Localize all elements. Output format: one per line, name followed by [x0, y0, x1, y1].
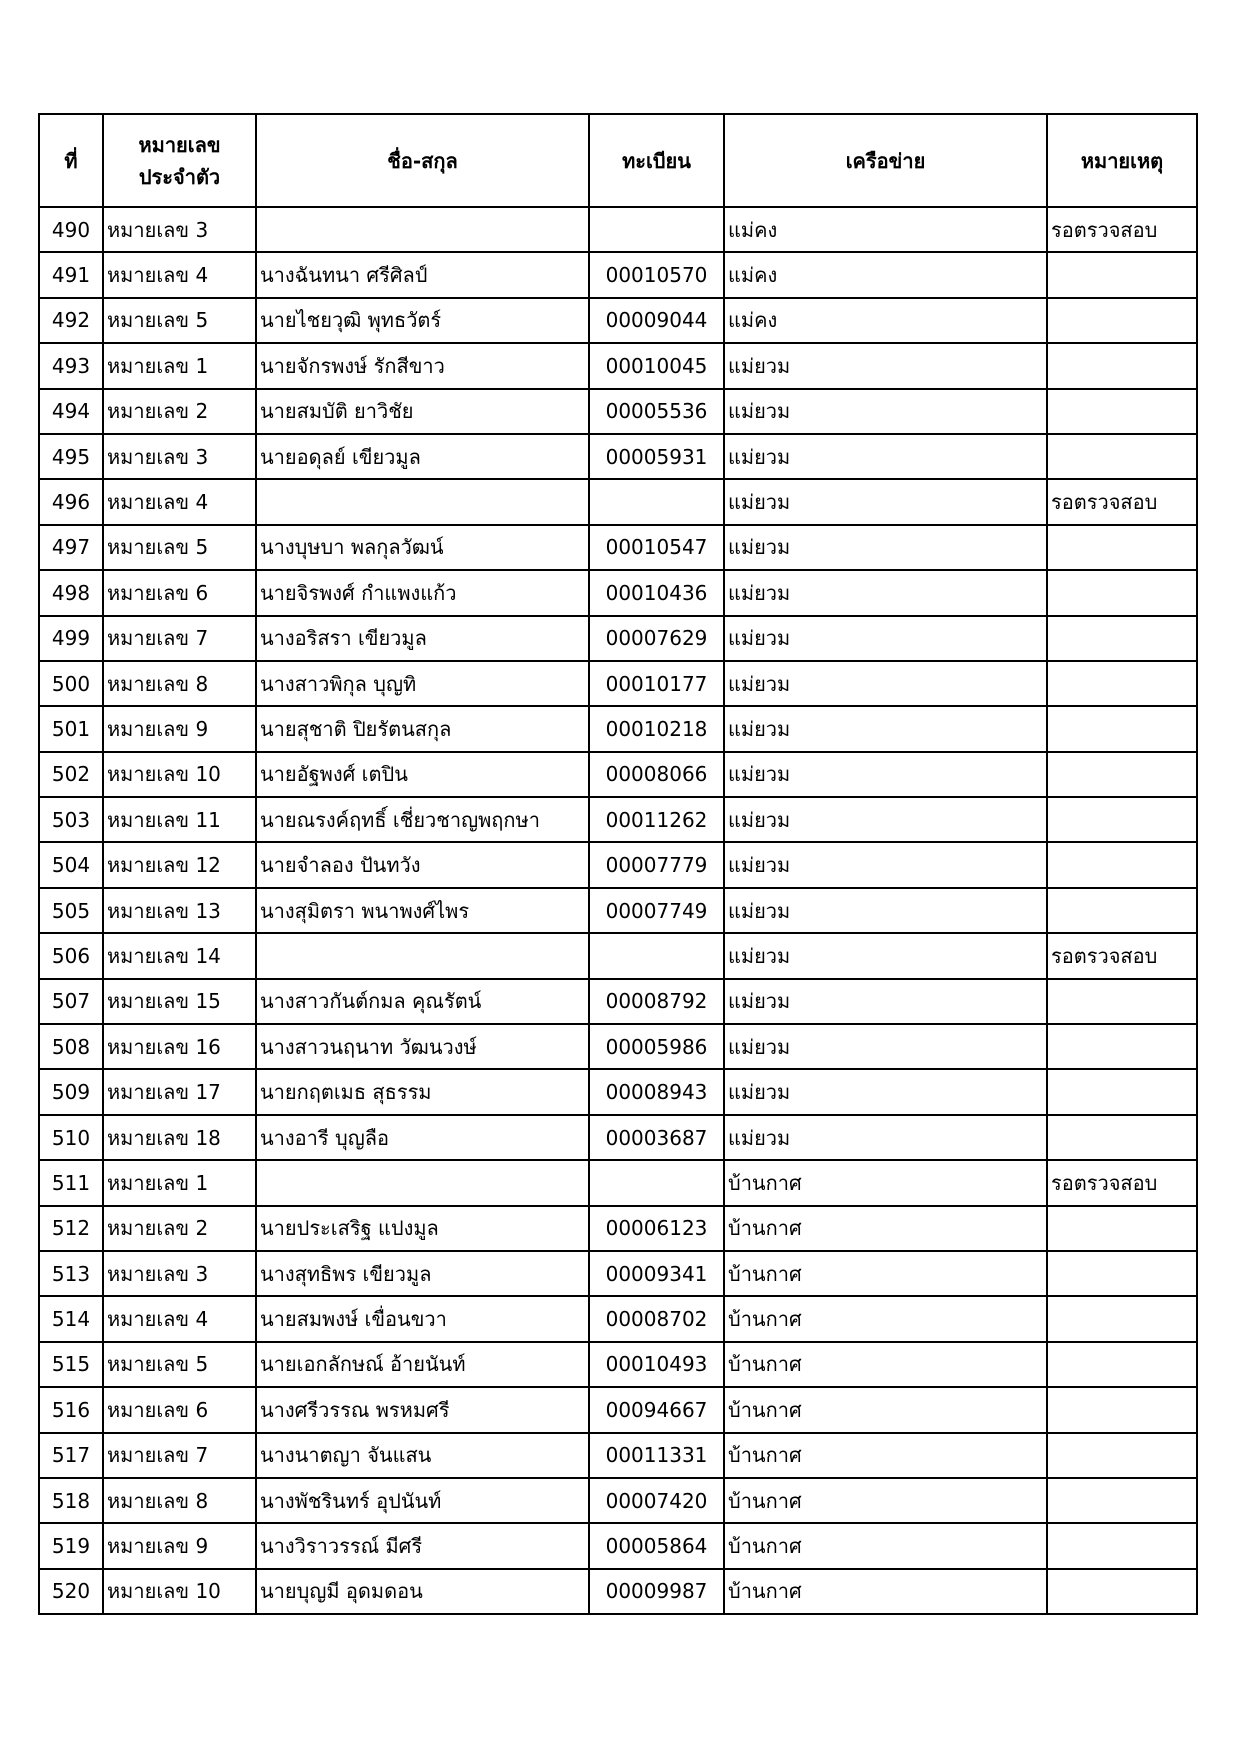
- cell-registration: 00005931: [589, 434, 724, 479]
- cell-network: แม่ยวม: [724, 479, 1047, 524]
- member-table: [38, 113, 1198, 1615]
- cell-no: 512: [39, 1206, 103, 1251]
- table-row: [39, 343, 1197, 388]
- cell-no: 490: [39, 207, 103, 252]
- cell-no: 519: [39, 1523, 103, 1568]
- cell-no: 520: [39, 1569, 103, 1614]
- cell-registration: [589, 1160, 724, 1205]
- table-row: [39, 1342, 1197, 1387]
- cell-id: หมายเลข 3: [103, 434, 256, 479]
- cell-remark: [1047, 1478, 1197, 1523]
- cell-id: หมายเลข 3: [103, 1251, 256, 1296]
- cell-registration: 00010547: [589, 525, 724, 570]
- cell-network: บ้านกาศ: [724, 1342, 1047, 1387]
- header-name: ชื่อ-สกุล: [256, 114, 589, 207]
- table-row: [39, 661, 1197, 706]
- cell-name: นายณรงค์ฤทธิ์ เชี่ยวชาญพฤกษา: [256, 797, 589, 842]
- table-header-row: [39, 114, 1197, 207]
- cell-remark: [1047, 797, 1197, 842]
- cell-remark: [1047, 888, 1197, 933]
- cell-network: แม่ยวม: [724, 842, 1047, 887]
- cell-id: หมายเลข 10: [103, 1569, 256, 1614]
- cell-registration: 00011331: [589, 1433, 724, 1478]
- cell-name: นางนาตญา จันแสน: [256, 1433, 589, 1478]
- cell-name: [256, 479, 589, 524]
- cell-name: นางพัชรินทร์ อุปนันท์: [256, 1478, 589, 1523]
- cell-remark: [1047, 1251, 1197, 1296]
- cell-name: นายกฤตเมธ สุธรรม: [256, 1069, 589, 1114]
- cell-remark: [1047, 389, 1197, 434]
- cell-remark: [1047, 434, 1197, 479]
- cell-remark: รอตรวจสอบ: [1047, 1160, 1197, 1205]
- cell-network: แม่ยวม: [724, 1024, 1047, 1069]
- cell-registration: 00010177: [589, 661, 724, 706]
- cell-registration: 00007749: [589, 888, 724, 933]
- cell-network: บ้านกาศ: [724, 1160, 1047, 1205]
- table-row: [39, 1387, 1197, 1432]
- table-row: [39, 207, 1197, 252]
- cell-registration: 00007629: [589, 616, 724, 661]
- cell-network: แม่ยวม: [724, 434, 1047, 479]
- cell-name: นายสมบัติ ยาวิชัย: [256, 389, 589, 434]
- cell-registration: 00005864: [589, 1523, 724, 1568]
- table-row: [39, 298, 1197, 343]
- cell-id: หมายเลข 3: [103, 207, 256, 252]
- table-row: [39, 1433, 1197, 1478]
- cell-name: นายประเสริฐ แปงมูล: [256, 1206, 589, 1251]
- cell-id: หมายเลข 4: [103, 479, 256, 524]
- cell-remark: [1047, 1206, 1197, 1251]
- table-row: [39, 479, 1197, 524]
- cell-remark: รอตรวจสอบ: [1047, 207, 1197, 252]
- cell-network: บ้านกาศ: [724, 1206, 1047, 1251]
- header-id-line2: ประจำตัว: [138, 164, 221, 189]
- cell-network: แม่ยวม: [724, 616, 1047, 661]
- table-row: [39, 888, 1197, 933]
- cell-registration: 00006123: [589, 1206, 724, 1251]
- cell-no: 518: [39, 1478, 103, 1523]
- table-row: [39, 979, 1197, 1024]
- cell-remark: [1047, 1069, 1197, 1114]
- cell-id: หมายเลข 7: [103, 616, 256, 661]
- cell-network: แม่ยวม: [724, 525, 1047, 570]
- cell-id: หมายเลข 9: [103, 1523, 256, 1568]
- cell-remark: [1047, 1387, 1197, 1432]
- table-row: [39, 1024, 1197, 1069]
- cell-network: แม่ยวม: [724, 979, 1047, 1024]
- cell-no: 511: [39, 1160, 103, 1205]
- cell-no: 513: [39, 1251, 103, 1296]
- cell-id: หมายเลข 6: [103, 570, 256, 615]
- cell-no: 500: [39, 661, 103, 706]
- header-id: [103, 114, 256, 207]
- cell-remark: [1047, 570, 1197, 615]
- cell-id: หมายเลข 13: [103, 888, 256, 933]
- header-no: ที่: [39, 114, 103, 207]
- cell-no: 515: [39, 1342, 103, 1387]
- cell-id: หมายเลข 5: [103, 1342, 256, 1387]
- cell-no: 503: [39, 797, 103, 842]
- cell-name: นายเอกลักษณ์ อ้ายนันท์: [256, 1342, 589, 1387]
- header-remark: หมายเหตุ: [1047, 114, 1197, 207]
- cell-no: 499: [39, 616, 103, 661]
- cell-id: หมายเลข 17: [103, 1069, 256, 1114]
- cell-id: หมายเลข 5: [103, 298, 256, 343]
- cell-remark: [1047, 1569, 1197, 1614]
- table-row: [39, 842, 1197, 887]
- cell-remark: [1047, 343, 1197, 388]
- cell-id: หมายเลข 1: [103, 343, 256, 388]
- cell-id: หมายเลข 2: [103, 389, 256, 434]
- cell-name: นางสาวนฤนาท วัฒนวงษ์: [256, 1024, 589, 1069]
- cell-id: หมายเลข 11: [103, 797, 256, 842]
- cell-remark: [1047, 1433, 1197, 1478]
- cell-id: หมายเลข 4: [103, 252, 256, 297]
- cell-no: 498: [39, 570, 103, 615]
- cell-name: นางสาวกันต์กมล คุณรัตน์: [256, 979, 589, 1024]
- cell-id: หมายเลข 7: [103, 1433, 256, 1478]
- cell-registration: 00003687: [589, 1115, 724, 1160]
- cell-registration: 00094667: [589, 1387, 724, 1432]
- cell-network: แม่คง: [724, 252, 1047, 297]
- cell-remark: รอตรวจสอบ: [1047, 479, 1197, 524]
- cell-registration: 00008792: [589, 979, 724, 1024]
- cell-network: บ้านกาศ: [724, 1478, 1047, 1523]
- cell-registration: [589, 933, 724, 978]
- cell-network: แม่ยวม: [724, 797, 1047, 842]
- cell-network: บ้านกาศ: [724, 1523, 1047, 1568]
- cell-id: หมายเลข 4: [103, 1296, 256, 1341]
- table-row: [39, 1206, 1197, 1251]
- cell-remark: [1047, 1115, 1197, 1160]
- cell-name: นางอารี บุญลือ: [256, 1115, 589, 1160]
- cell-network: บ้านกาศ: [724, 1296, 1047, 1341]
- header-registration: ทะเบียน: [589, 114, 724, 207]
- cell-no: 494: [39, 389, 103, 434]
- cell-id: หมายเลข 14: [103, 933, 256, 978]
- cell-id: หมายเลข 12: [103, 842, 256, 887]
- cell-id: หมายเลข 2: [103, 1206, 256, 1251]
- table-row: [39, 389, 1197, 434]
- cell-no: 505: [39, 888, 103, 933]
- table-row: [39, 616, 1197, 661]
- cell-no: 517: [39, 1433, 103, 1478]
- cell-network: บ้านกาศ: [724, 1433, 1047, 1478]
- table-row: [39, 933, 1197, 978]
- cell-network: แม่ยวม: [724, 343, 1047, 388]
- cell-no: 495: [39, 434, 103, 479]
- cell-network: แม่ยวม: [724, 1115, 1047, 1160]
- cell-name: นางสาวพิกุล บุญทิ: [256, 661, 589, 706]
- cell-name: นายไชยวุฒิ พุทธวัตร์: [256, 298, 589, 343]
- cell-registration: 00007420: [589, 1478, 724, 1523]
- cell-no: 501: [39, 706, 103, 751]
- cell-remark: [1047, 661, 1197, 706]
- cell-no: 506: [39, 933, 103, 978]
- cell-registration: 00009987: [589, 1569, 724, 1614]
- cell-remark: [1047, 979, 1197, 1024]
- cell-network: แม่ยวม: [724, 888, 1047, 933]
- cell-name: [256, 933, 589, 978]
- table-row: [39, 1115, 1197, 1160]
- cell-registration: 00007779: [589, 842, 724, 887]
- cell-registration: 00008066: [589, 752, 724, 797]
- cell-remark: [1047, 252, 1197, 297]
- cell-remark: [1047, 1296, 1197, 1341]
- cell-remark: [1047, 1523, 1197, 1568]
- cell-id: หมายเลข 15: [103, 979, 256, 1024]
- cell-id: หมายเลข 10: [103, 752, 256, 797]
- cell-name: นายสมพงษ์ เขื่อนขวา: [256, 1296, 589, 1341]
- cell-name: นายอัฐพงศ์ เตปิน: [256, 752, 589, 797]
- cell-no: 492: [39, 298, 103, 343]
- cell-name: [256, 207, 589, 252]
- cell-registration: 00011262: [589, 797, 724, 842]
- cell-remark: [1047, 706, 1197, 751]
- header-network: เครือข่าย: [724, 114, 1047, 207]
- cell-id: หมายเลข 8: [103, 1478, 256, 1523]
- cell-no: 496: [39, 479, 103, 524]
- cell-name: [256, 1160, 589, 1205]
- cell-remark: [1047, 752, 1197, 797]
- cell-no: 509: [39, 1069, 103, 1114]
- cell-name: นางบุษบา พลกุลวัฒน์: [256, 525, 589, 570]
- cell-registration: [589, 479, 724, 524]
- cell-registration: 00010436: [589, 570, 724, 615]
- cell-registration: 00010493: [589, 1342, 724, 1387]
- cell-id: หมายเลข 8: [103, 661, 256, 706]
- cell-network: บ้านกาศ: [724, 1251, 1047, 1296]
- cell-name: นายจำลอง ปันทวัง: [256, 842, 589, 887]
- cell-network: แม่คง: [724, 298, 1047, 343]
- cell-remark: [1047, 1024, 1197, 1069]
- cell-network: บ้านกาศ: [724, 1387, 1047, 1432]
- cell-no: 507: [39, 979, 103, 1024]
- cell-no: 497: [39, 525, 103, 570]
- cell-registration: 00008943: [589, 1069, 724, 1114]
- cell-name: นายบุญมี อุดมดอน: [256, 1569, 589, 1614]
- table-row: [39, 1069, 1197, 1114]
- cell-name: นางฉันทนา ศรีศิลป์: [256, 252, 589, 297]
- table-body: [39, 207, 1197, 1614]
- cell-name: นายสุชาติ ปิยรัตนสกุล: [256, 706, 589, 751]
- cell-no: 491: [39, 252, 103, 297]
- table-row: [39, 706, 1197, 751]
- header-id-line1: หมายเลข: [138, 132, 221, 157]
- cell-name: นางสุมิตรา พนาพงศ์ไพร: [256, 888, 589, 933]
- cell-name: นายจิรพงศ์ กำแพงแก้ว: [256, 570, 589, 615]
- cell-id: หมายเลข 1: [103, 1160, 256, 1205]
- cell-id: หมายเลข 6: [103, 1387, 256, 1432]
- cell-remark: [1047, 298, 1197, 343]
- cell-name: นางวิราวรรณ์ มีศรี: [256, 1523, 589, 1568]
- cell-no: 504: [39, 842, 103, 887]
- cell-no: 516: [39, 1387, 103, 1432]
- cell-name: นายจักรพงษ์ รักสีขาว: [256, 343, 589, 388]
- cell-network: บ้านกาศ: [724, 1569, 1047, 1614]
- table-row: [39, 1478, 1197, 1523]
- table-row: [39, 252, 1197, 297]
- cell-remark: รอตรวจสอบ: [1047, 933, 1197, 978]
- table-row: [39, 1296, 1197, 1341]
- cell-network: แม่ยวม: [724, 933, 1047, 978]
- cell-id: หมายเลข 16: [103, 1024, 256, 1069]
- cell-network: แม่ยวม: [724, 570, 1047, 615]
- table-row: [39, 570, 1197, 615]
- cell-name: นางศรีวรรณ พรหมศรี: [256, 1387, 589, 1432]
- cell-registration: 00005536: [589, 389, 724, 434]
- cell-id: หมายเลข 5: [103, 525, 256, 570]
- cell-registration: 00009044: [589, 298, 724, 343]
- table-row: [39, 1160, 1197, 1205]
- cell-remark: [1047, 616, 1197, 661]
- table-row: [39, 434, 1197, 479]
- cell-remark: [1047, 842, 1197, 887]
- cell-registration: 00010570: [589, 252, 724, 297]
- cell-network: แม่ยวม: [724, 661, 1047, 706]
- table-row: [39, 525, 1197, 570]
- cell-registration: 00005986: [589, 1024, 724, 1069]
- cell-network: แม่ยวม: [724, 752, 1047, 797]
- cell-registration: 00009341: [589, 1251, 724, 1296]
- cell-remark: [1047, 1342, 1197, 1387]
- cell-id: หมายเลข 9: [103, 706, 256, 751]
- cell-no: 510: [39, 1115, 103, 1160]
- cell-network: แม่ยวม: [724, 1069, 1047, 1114]
- cell-registration: 00010218: [589, 706, 724, 751]
- cell-name: นางสุทธิพร เขียวมูล: [256, 1251, 589, 1296]
- cell-no: 502: [39, 752, 103, 797]
- cell-name: นางอริสรา เขียวมูล: [256, 616, 589, 661]
- cell-no: 514: [39, 1296, 103, 1341]
- cell-network: แม่ยวม: [724, 389, 1047, 434]
- cell-network: แม่ยวม: [724, 706, 1047, 751]
- cell-no: 508: [39, 1024, 103, 1069]
- table-row: [39, 1569, 1197, 1614]
- cell-registration: 00008702: [589, 1296, 724, 1341]
- table-row: [39, 752, 1197, 797]
- table-row: [39, 1523, 1197, 1568]
- cell-network: แม่คง: [724, 207, 1047, 252]
- table-row: [39, 1251, 1197, 1296]
- table-row: [39, 797, 1197, 842]
- cell-name: นายอดุลย์ เขียวมูล: [256, 434, 589, 479]
- cell-registration: [589, 207, 724, 252]
- cell-remark: [1047, 525, 1197, 570]
- cell-registration: 00010045: [589, 343, 724, 388]
- cell-id: หมายเลข 18: [103, 1115, 256, 1160]
- cell-no: 493: [39, 343, 103, 388]
